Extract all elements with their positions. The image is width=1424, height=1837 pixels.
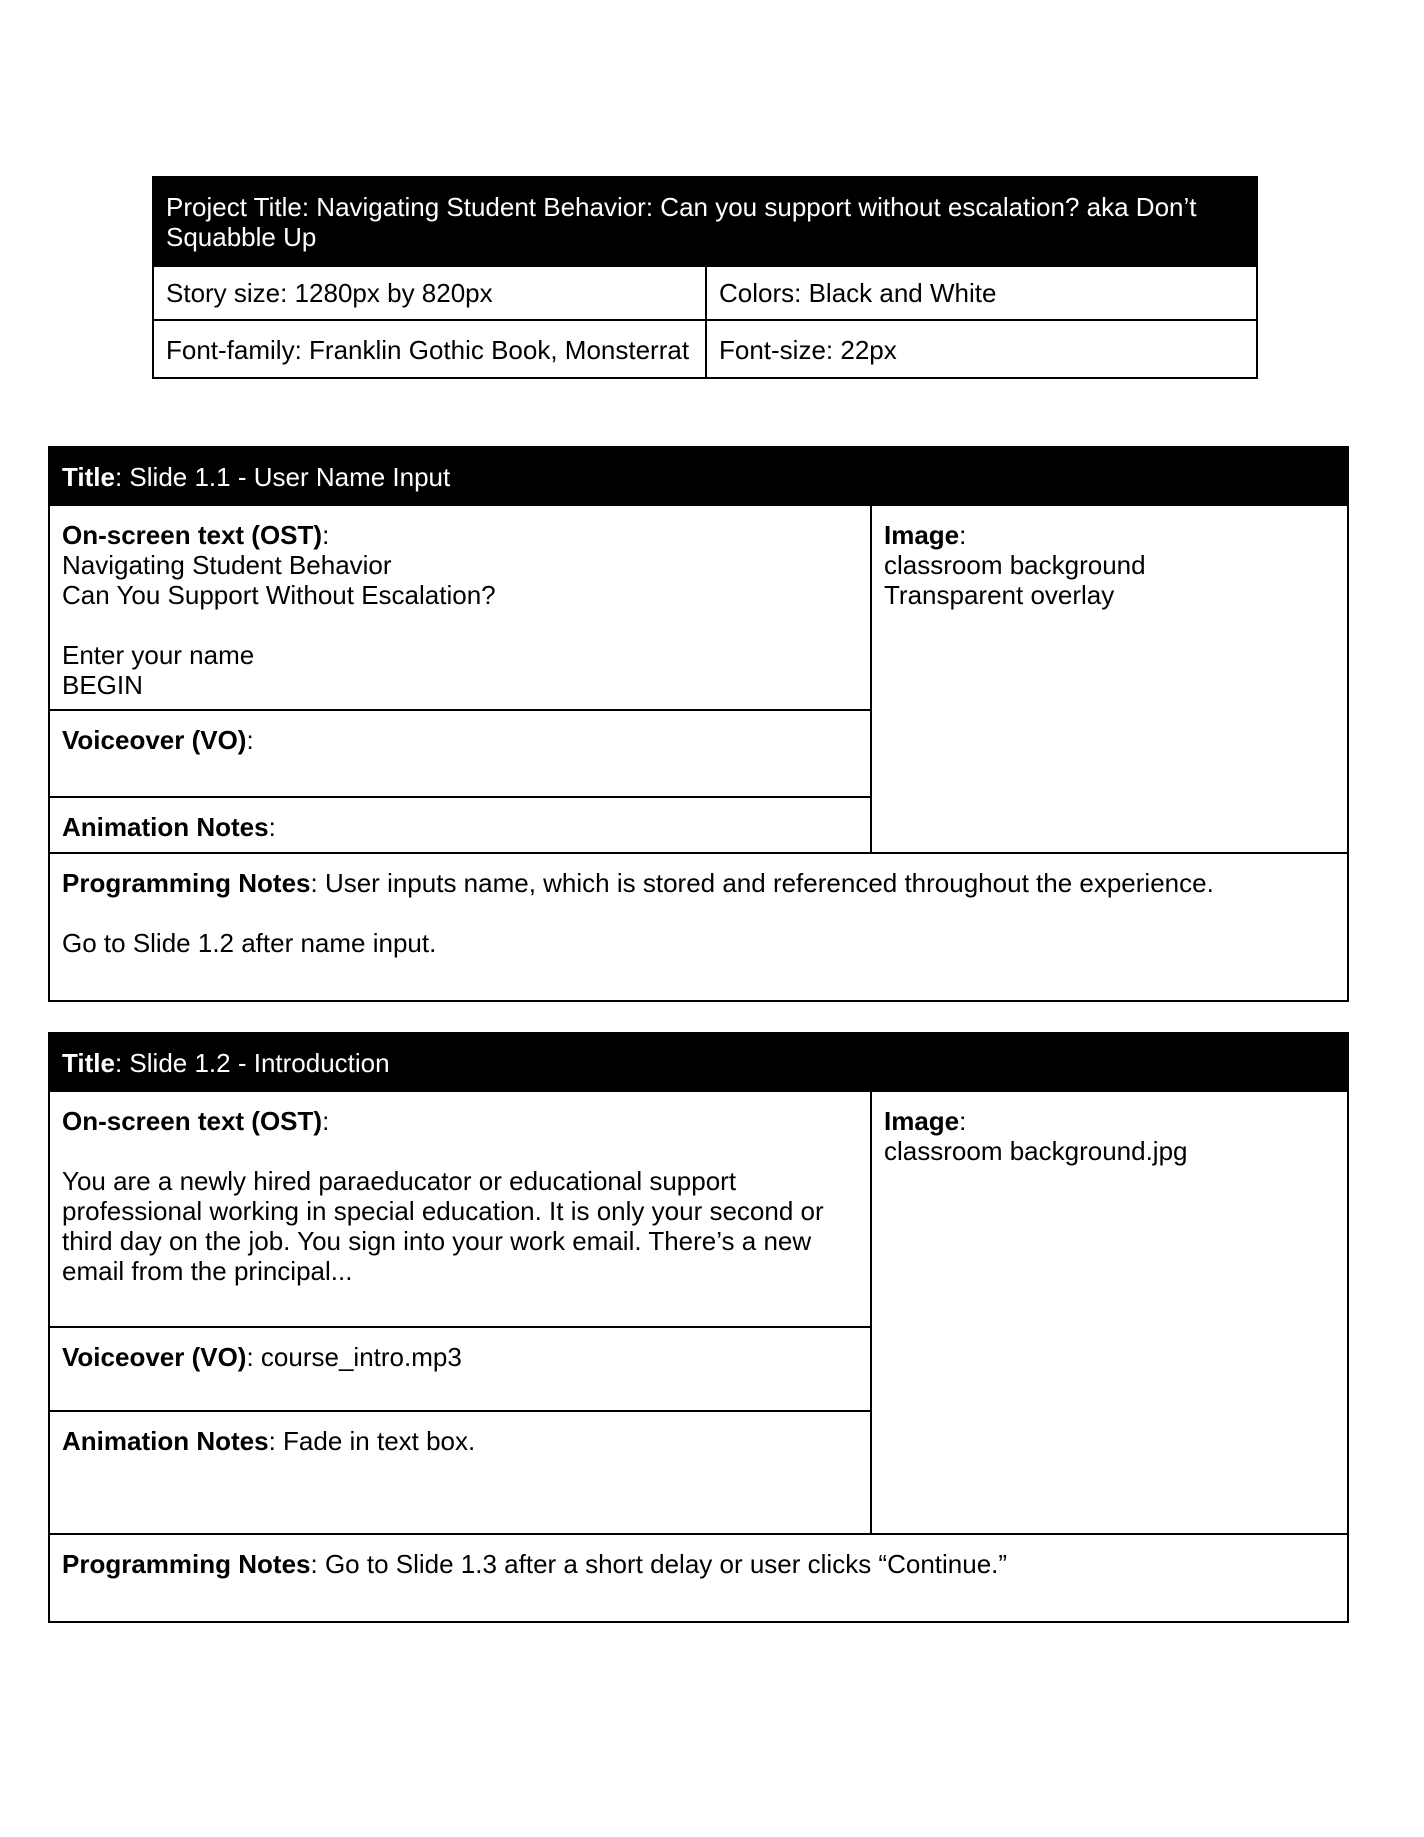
project-title-value: Navigating Student Behavior: Can you support without escalation? aka Don’t Squabble Up [166,192,1197,252]
animation-notes-value: : [268,812,276,842]
animation-notes-label: Animation Notes [62,812,269,842]
slide-title-label: Title [62,1048,115,1078]
animation-notes-value: : Fade in text box. [268,1426,476,1456]
image-line: classroom background [884,550,1146,580]
ost-cell: On-screen text (OST): You are a newly hired paraeducator or educational support professional working in special education. It is only your second or third day on the job. You sign into your work email. There’s a new email from the principal... [49,1091,871,1327]
slide-title-cell [49,447,1348,505]
ost-label: On-screen text (OST) [62,520,323,550]
ost-line: Enter your name [62,640,255,670]
image-line: Transparent overlay [884,580,1115,610]
story-size-cell [153,266,706,320]
colors: Colors: Black and White [719,278,997,308]
programming-notes-label: Programming Notes [62,868,311,898]
programming-notes-label: Programming Notes [62,1549,311,1579]
programming-notes-cell [49,1534,1348,1622]
voiceover-cell [49,1327,871,1411]
project-info-table [152,176,1258,379]
ost-line: Can You Support Without Escalation? [62,580,496,610]
animation-notes-label: Animation Notes [62,1426,269,1456]
voiceover-label: Voiceover (VO) [62,725,247,755]
story-size: Story size: 1280px by 820px [166,278,493,308]
ost-line: BEGIN [62,670,143,700]
slide-1-1-table [48,446,1349,1002]
animation-notes-cell [49,1411,871,1534]
ost-cell: On-screen text (OST): Navigating Student Behavior Can You Support Without Escalation? Enter your name BEGIN [49,505,871,710]
slide-title-label: Title [62,462,115,492]
voiceover-value: : [246,725,254,755]
ost-paragraph: You are a newly hired paraeducator or educational support professional working in special education. It is only your second or third day on the job. You sign into your work email. There’s a new email from the principal... [62,1166,824,1286]
font-size-cell [706,320,1257,378]
programming-notes-value: : User inputs name, which is stored and referenced throughout the experience. [310,868,1214,898]
project-title-cell [153,177,1257,266]
image-cell: Image: classroom background Transparent overlay [871,505,1348,853]
programming-notes-cell [49,853,1348,1001]
voiceover-value: : course_intro.mp3 [246,1342,462,1372]
image-cell: Image: classroom background.jpg [871,1091,1348,1534]
ost-label: On-screen text (OST) [62,1106,323,1136]
voiceover-label: Voiceover (VO) [62,1342,247,1372]
font-size: Font-size: 22px [719,335,897,365]
voiceover-cell [49,710,871,797]
slide-1-2-table [48,1032,1349,1623]
colors-cell [706,266,1257,320]
slide-title-value: : Slide 1.2 - Introduction [114,1048,390,1078]
slide-title-cell [49,1033,1348,1091]
slide-title-value: : Slide 1.1 - User Name Input [114,462,451,492]
image-label: Image [884,1106,960,1136]
ost-line: Navigating Student Behavior [62,550,392,580]
project-title-label: Project Title: [166,192,310,222]
image-label: Image [884,520,960,550]
font-family: Font-family: Franklin Gothic Book, Monsterrat [166,335,690,365]
programming-notes-extra: Go to Slide 1.2 after name input. [62,928,437,958]
animation-notes-cell [49,797,871,853]
programming-notes-value: : Go to Slide 1.3 after a short delay or user clicks “Continue.” [310,1549,1008,1579]
font-family-cell [153,320,706,378]
image-line: classroom background.jpg [884,1136,1188,1166]
